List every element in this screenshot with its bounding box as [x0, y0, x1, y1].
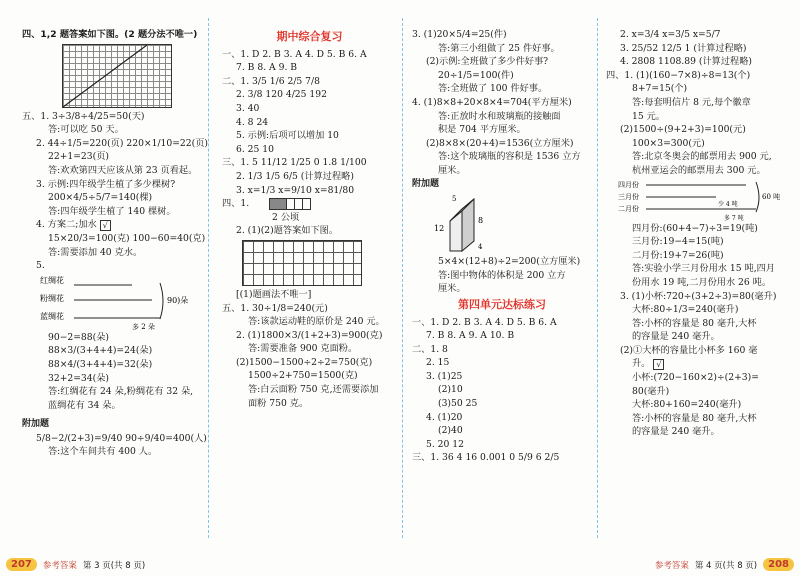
answer-line: 四、1,2 题答案如下图。(2 题分法不唯一): [22, 29, 198, 40]
answer-line: 答:这个车间共有 400 人。: [48, 446, 158, 458]
answer-line: 2. 44÷1/5=220(页) 220×1/10=22(页): [36, 137, 208, 149]
answer-line: 5×4×(12+8)÷2=200(立方厘米): [438, 256, 581, 268]
answer-line: 四月份:(60+4−7)÷3=19(吨): [632, 222, 758, 234]
answer-line: (2)40: [438, 425, 463, 437]
answer-line: 答:北京冬奥会的邮票用去 900 元,: [632, 151, 772, 163]
label-red: 红绸花: [40, 275, 64, 285]
answer-line: 3. (1)20×5/4=25(件): [412, 29, 507, 40]
answer-line: 2. x=3/4 x=3/5 x=5/7: [620, 29, 721, 40]
section-title: 第四单元达标练习: [458, 297, 546, 311]
answer-line: 面粉 750 克。: [248, 397, 309, 409]
answer-line: 3. (1)小杯:720÷(3+2÷3)=80(毫升): [620, 290, 777, 302]
answer-line: 的容量是 240 毫升。: [632, 426, 720, 438]
answer-line: 答:红绸花有 24 朵,粉绸花有 32 朵,: [48, 386, 194, 398]
answer-line: 4. (1)20: [426, 411, 463, 423]
answer-line: 三月份:19−4=15(吨): [632, 236, 724, 248]
diagonal-line: [63, 45, 171, 107]
column-4: [606, 28, 791, 439]
column-1: [22, 28, 208, 459]
prism-diagram: [412, 191, 592, 255]
answer-line: 厘米。: [438, 283, 466, 295]
area-grid: [269, 198, 311, 210]
dim-12: 12: [434, 224, 445, 234]
answer-line: 杭州亚运会的邮票用去 300 元。: [632, 164, 766, 176]
answer-line: 大杯:80+160=240(毫升): [632, 399, 742, 411]
answer-line: 大杯:80÷1/3=240(毫升): [632, 304, 739, 316]
answer-line: 5.: [36, 260, 45, 272]
answer-line: [222, 197, 397, 211]
check-mark-icon: √: [100, 220, 111, 231]
answer-line: [22, 218, 200, 232]
answer-line: 32+2=34(朵): [48, 372, 109, 384]
answer-line: 22+1=23(页): [48, 151, 109, 163]
label-60: 60 吨: [762, 192, 781, 201]
column-2: [222, 28, 397, 410]
answer-line: 五、1. 3÷3/8÷4/25=50(天): [22, 110, 145, 122]
footer-right: [649, 558, 794, 571]
answer-line: 2. 15: [426, 357, 450, 369]
answer-line: 答:全班做了 100 件好事。: [438, 83, 548, 95]
answer-line: 厘米。: [438, 164, 466, 176]
answer-line: 2. (1)1800×3/(1+2+3)=900(克): [236, 329, 383, 341]
answer-line: 3. 示例:四年级学生植了多少棵树?: [36, 178, 176, 190]
answer-line: 90−2=88(朵): [48, 331, 109, 343]
answer-line: 6. 25 10: [236, 143, 274, 155]
bonus-heading: 附加题: [412, 178, 440, 189]
segment-diagram: [22, 273, 200, 331]
answer-line: 88×4/(3+4+4)=32(朵): [48, 358, 153, 370]
answer-line: 5. 示例:后项可以增加 10: [236, 130, 339, 142]
label-90: 90)朵: [167, 295, 189, 305]
column-3: [412, 28, 592, 465]
answer-line: 5/8−2/(2+3)=9/40 90÷9/40=400(人): [36, 432, 207, 444]
answer-line: 88×3/(3+4+4)=24(朵): [48, 345, 153, 357]
answer-line: (2)1500÷(9+2+3)=100(元): [620, 124, 746, 136]
answer-line: 3. 40: [236, 102, 260, 114]
answer-line: 答:该款运动鞋的原价是 240 元。: [248, 316, 385, 328]
answer-line: 答:正放时水和玻璃瓶的接触面: [438, 110, 561, 122]
answer-line: 2. 1/3 1/5 6/5 (计算过程略): [236, 170, 354, 182]
grid-diagram: [62, 44, 172, 108]
answer-line: 答:第三小组做了 25 件好事。: [438, 42, 560, 54]
label-april: 四月份: [618, 180, 639, 189]
answer-line: 蓝绸花有 34 朵。: [48, 399, 121, 411]
answer-line: 3. (1)25: [426, 370, 463, 382]
answer-line: 8+7=15(个): [632, 83, 688, 95]
answer-line: 的容量是 240 毫升。: [632, 331, 720, 343]
answer-line: 20÷1/5=100(件): [438, 69, 514, 81]
answer-line: (2)示例:全班做了多少件好事?: [426, 56, 549, 68]
answer-line: (2)1500−1500÷2÷2=750(克): [236, 356, 373, 368]
footer-label: 参考答案: [42, 560, 77, 571]
answer-line: 答:每套明信片 8 元,每个徽章: [632, 96, 751, 108]
page-number: 208: [763, 558, 794, 571]
answer-line: [606, 357, 791, 371]
answer-line: 答:四年级学生植了 140 棵树。: [48, 205, 176, 217]
answer-line: (3)50 25: [438, 398, 478, 410]
answer-line: 答:图中物体的体积是 200 立方: [438, 269, 566, 281]
dim-8: 8: [478, 216, 484, 226]
answer-line: 5. 20 12: [426, 438, 464, 450]
column-divider: [597, 18, 598, 538]
dim-5: 5: [452, 195, 457, 204]
answer-line: 4. 8 24: [236, 116, 269, 128]
answer-line: 答:小杯的容量是 80 毫升,大杯: [632, 412, 757, 424]
answer-text: 升。: [632, 358, 651, 370]
answer-line: 答:白云面粉 750 克,还需要添加: [248, 384, 379, 396]
answer-line: 2 公顷: [272, 211, 300, 223]
answer-line: 1500÷2+750=1500(克): [248, 370, 358, 382]
label-feb: 二月份: [618, 204, 639, 213]
answer-line: 答:实验小学三月份用水 15 吨,四月: [632, 263, 775, 275]
answer-line: [(1)题画法不唯一]: [236, 288, 312, 300]
footer-left: [6, 558, 145, 571]
answer-line: 答:可以吃 50 天。: [48, 124, 124, 136]
label-pink: 粉绸花: [40, 293, 64, 303]
answer-line: 答:这个玻璃瓶的容积是 1536 立方: [438, 151, 581, 163]
dim-4: 4: [478, 243, 483, 252]
answer-text: 四、1.: [222, 198, 250, 210]
answer-line: (2)8×8×(20+4)=1536(立方厘米): [426, 137, 574, 149]
answer-grid: [242, 240, 362, 286]
answer-line: 五、1. 30÷1/8=240(元): [222, 302, 328, 314]
answer-line: 80(毫升): [632, 385, 670, 397]
answer-line: 积是 704 平方厘米。: [438, 124, 526, 136]
answer-line: 答:需要添加 40 克水。: [48, 246, 143, 258]
answer-line: 一、1. D 2. B 3. A 4. D 5. B 6. A: [412, 316, 557, 328]
column-divider: [208, 18, 209, 538]
footer-label: 参考答案: [654, 560, 689, 571]
answer-line: 15×20/3=100(克) 100−60=40(克): [48, 232, 206, 244]
label-more: 多 2 朵: [132, 322, 155, 331]
section-title: 期中综合复习: [276, 30, 343, 43]
answer-line: 100×3=300(元): [632, 137, 705, 149]
footer-page-info: 第 4 页(共 8 页): [694, 560, 758, 571]
answer-line: 3. 25/52 12/5 1 (计算过程略): [620, 42, 747, 54]
answer-line: 7. B 8. A 9. B: [236, 62, 298, 74]
answer-line: 答:欢欢第四天应该从第 23 页看起。: [48, 164, 198, 176]
label-more: 多 7 吨: [724, 214, 744, 222]
answer-line: 四、1. (1)(160−7×8)÷8=13(个): [606, 69, 751, 81]
answer-line: 一、1. D 2. B 3. A 4. D 5. B 6. A: [222, 48, 367, 60]
answer-line: 2. 3/8 120 4/25 192: [236, 89, 327, 101]
answer-line: 三、1. 5 11/12 1/25 0 1.8 1/100: [222, 157, 367, 169]
column-divider: [402, 18, 403, 538]
answer-line: 三、1. 36 4 16 0.001 0 5/9 6 2/5: [412, 452, 560, 464]
answer-line: 小杯:(720−160×2)÷(2+3)=: [632, 372, 759, 384]
answer-line: 15 元。: [632, 110, 665, 122]
label-blue: 蓝绸花: [40, 311, 64, 321]
water-usage-diagram: [606, 178, 791, 222]
answer-line: 份用水 19 吨,二月份用水 26 吨。: [632, 276, 772, 288]
check-mark-icon: √: [653, 359, 664, 370]
answer-line: 答:需要准备 900 克面粉。: [248, 343, 358, 355]
answer-line: 3. x=1/3 x=9/10 x=81/80: [236, 184, 355, 196]
answer-line: 4. (1)8×8+20×8×4=704(平方厘米): [412, 96, 572, 108]
answer-line: 二、1. 3/5 1/6 2/5 7/8: [222, 75, 320, 87]
answer-line: 二月份:19+7=26(吨): [632, 249, 724, 261]
bonus-heading: 附加题: [22, 419, 50, 430]
label-march: 三月份: [618, 192, 639, 201]
answer-line: 200×4/5÷5/7=140(棵): [48, 192, 153, 204]
label-less: 少 4 吨: [718, 200, 738, 208]
footer-page-info: 第 3 页(共 8 页): [82, 560, 146, 571]
answer-line: 二、1. 8: [412, 343, 448, 355]
answer-text: 4. 方案二;加水: [36, 219, 97, 231]
answer-line: (2)10: [438, 384, 463, 396]
answer-line: 7. B 8. A 9. A 10. B: [426, 330, 515, 342]
answer-line: 4. 2808 1108.89 (计算过程略): [620, 56, 753, 68]
page-number: 207: [6, 558, 37, 571]
answer-line: (2)①大杯的容量比小杯多 160 毫: [620, 344, 758, 356]
answer-line: 答:小杯的容量是 80 毫升,大杯: [632, 317, 757, 329]
answer-line: 2. (1)(2)题答案如下图。: [236, 225, 339, 237]
